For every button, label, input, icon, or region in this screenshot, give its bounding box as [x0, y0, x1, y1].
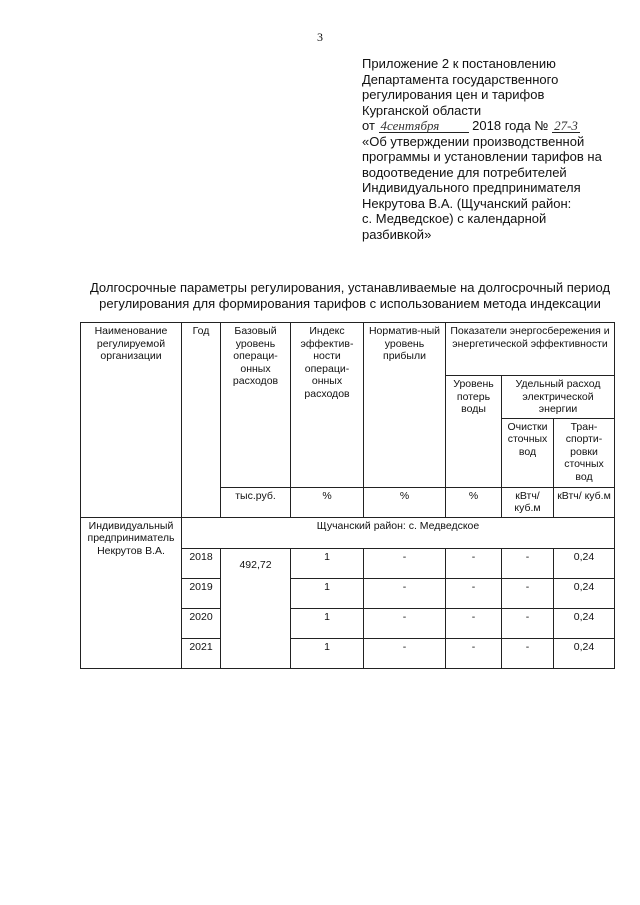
losses-cell: - — [446, 548, 502, 578]
region-name: Щучанский район: с. Медведское — [182, 517, 615, 548]
index-cell: 1 — [291, 608, 364, 638]
unit-cleaning: кВтч/ куб.м — [502, 487, 554, 517]
losses-cell: - — [446, 638, 502, 668]
title-line-2: регулирования для формирования тарифов с использованием метода индексации — [99, 296, 601, 311]
header-specific: Удельный расход электрической энергии — [502, 376, 615, 419]
appendix-line: Приложение 2 к постановлению — [362, 56, 556, 71]
region-row — [81, 517, 615, 548]
base-value: 492,72 — [221, 548, 291, 668]
header-base: Базовый уровень операци-онных расходов — [221, 323, 291, 488]
year-cell: 2019 — [182, 578, 221, 608]
organization-name: Индивидуальный предприниматель Некрутов В.А. — [81, 517, 182, 668]
appendix-header — [362, 56, 622, 242]
cleaning-cell: - — [502, 608, 554, 638]
appendix-line: Департамента государственного — [362, 71, 559, 87]
title-line-1: Долгосрочные параметры регулирования, устанавливаемые на долгосрочный период — [89, 280, 611, 295]
document-title — [80, 280, 620, 312]
index-cell: 1 — [291, 578, 364, 608]
appendix-date-line — [362, 118, 622, 134]
handwritten-number: 27-3 — [554, 118, 578, 133]
norm-cell: - — [364, 638, 446, 668]
transport-cell: 0,24 — [554, 638, 615, 668]
handwritten-date: 4сентября — [379, 119, 469, 133]
transport-cell: 0,24 — [554, 578, 615, 608]
transport-cell: 0,24 — [554, 608, 615, 638]
cleaning-cell: - — [502, 638, 554, 668]
year-cell: 2018 — [182, 548, 221, 578]
unit-losses: % — [446, 487, 502, 517]
norm-cell: - — [364, 548, 446, 578]
appendix-line: регулирования цен и тарифов — [362, 87, 545, 102]
index-cell: 1 — [291, 548, 364, 578]
date-prefix: от — [362, 118, 375, 133]
unit-index: % — [291, 487, 364, 517]
norm-cell: - — [364, 608, 446, 638]
appendix-title-line: программы и установлении тарифов на — [362, 149, 602, 164]
header-cleaning: Очистки сточных вод — [502, 418, 554, 487]
header-index: Индекс эффектив-ности операци-онных расходов — [291, 323, 364, 488]
norm-cell: - — [364, 578, 446, 608]
header-row — [81, 323, 615, 376]
appendix-title-line: «Об утверждении производственной — [362, 133, 585, 149]
header-year: Год — [182, 323, 221, 518]
header-org: Наименование регулируемой организации — [81, 323, 182, 518]
appendix-title-line: Индивидуального предпринимателя — [362, 180, 581, 195]
cleaning-cell: - — [502, 578, 554, 608]
losses-cell: - — [446, 608, 502, 638]
appendix-title-line: Некрутова В.А. (Щучанский район: — [362, 195, 572, 211]
header-losses: Уровень потерь воды — [446, 376, 502, 488]
appendix-title-line: с. Медведское) с календарной — [362, 211, 547, 226]
year-cell: 2021 — [182, 638, 221, 668]
transport-cell: 0,24 — [554, 548, 615, 578]
date-mid: 2018 года № — [472, 118, 549, 133]
page-number: 3 — [317, 30, 323, 44]
appendix-line: Курганской области — [362, 102, 482, 118]
unit-norm: % — [364, 487, 446, 517]
losses-cell: - — [446, 578, 502, 608]
header-energy: Показатели энергосбережения и энергетической эффективности — [446, 323, 615, 376]
unit-transport: кВтч/ куб.м — [554, 487, 615, 517]
appendix-title-line: водоотведение для потребителей — [362, 164, 567, 180]
header-transport: Тран-спорти-ровки сточных вод — [554, 418, 615, 487]
header-norm: Норматив-ный уровень прибыли — [364, 323, 446, 488]
unit-base: тыс.руб. — [221, 487, 291, 517]
parameters-table — [80, 322, 615, 669]
index-cell: 1 — [291, 638, 364, 668]
year-cell: 2020 — [182, 608, 221, 638]
appendix-title-line: разбивкой» — [362, 226, 432, 242]
cleaning-cell: - — [502, 548, 554, 578]
